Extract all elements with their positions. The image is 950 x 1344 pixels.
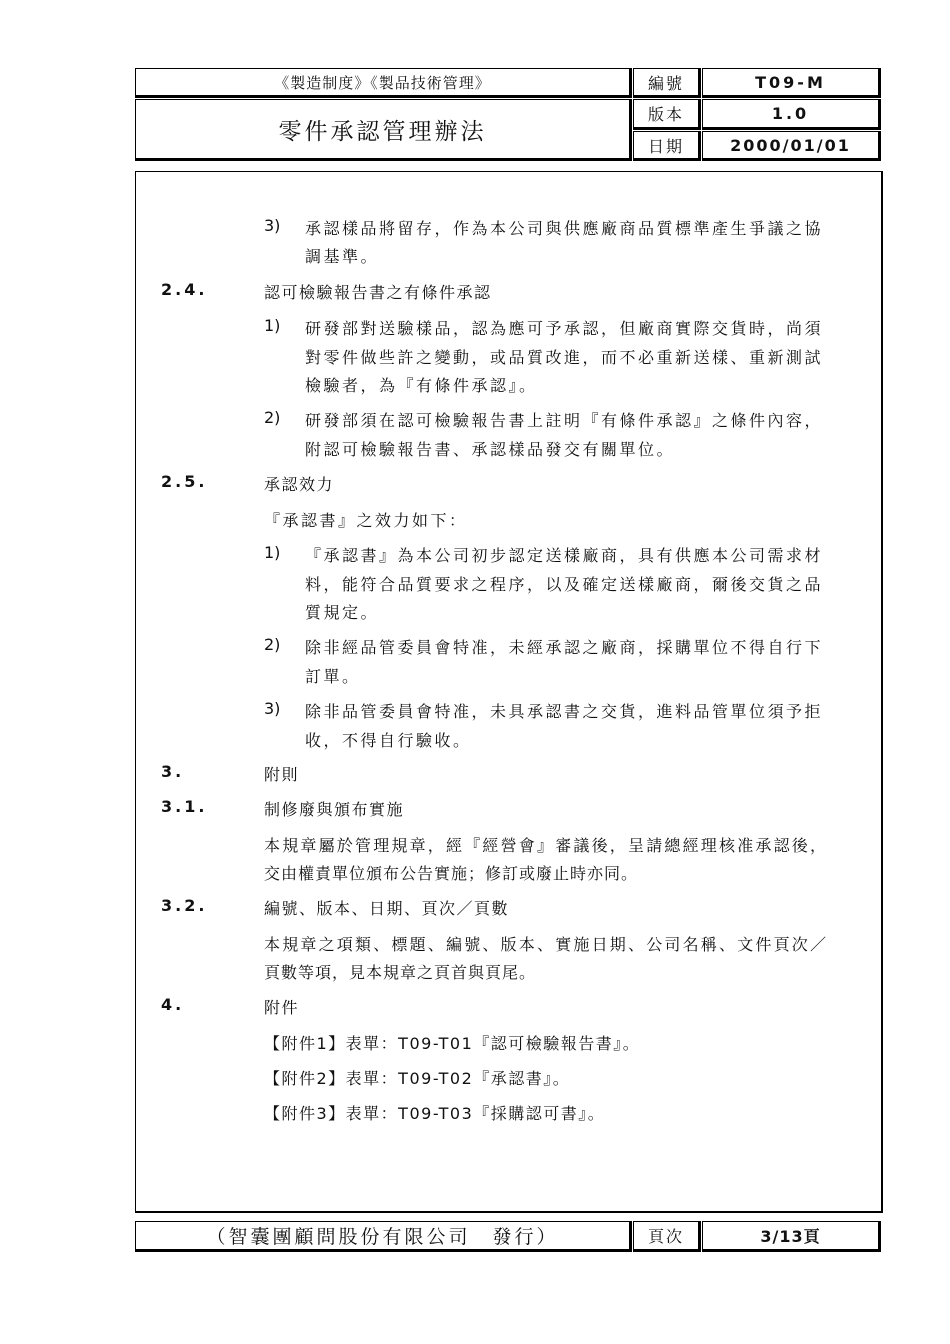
section-number: 3. [161,762,185,781]
section-number: 2.4. [161,280,208,299]
page-label: 頁次 [633,1221,701,1252]
code-label: 編號 [633,68,701,98]
section-title: 制修廢與頒布實施 [264,800,405,819]
attachment-line: 【附件2】表單：T09-T02『承認書』。 [264,1069,571,1088]
document-title: 零件承認管理辦法 [135,99,632,161]
body-line: 附認可檢驗報告書、承認樣品發交有關單位。 [305,440,676,459]
item-number: 1) [264,316,281,335]
body-line: 除非品管委員會特准，未具承認書之交貨，進料品管單位須予拒 [305,702,824,721]
item-number: 1) [264,543,281,562]
section-number: 4. [161,995,185,1014]
version-value: 1.0 [702,99,881,130]
section-title: 認可檢驗報告書之有條件承認 [264,283,492,302]
section-number: 2.5. [161,472,208,491]
code-value: T09-M [702,68,881,98]
body-line: 『承認書』為本公司初步認定送樣廠商，具有供應本公司需求材 [305,546,824,565]
attachment-line: 【附件3】表單：T09-T03『採購認可書』。 [264,1104,606,1123]
section-title: 附件 [264,998,300,1017]
page-value: 3/13頁 [702,1221,881,1252]
section-intro: 『承認書』之效力如下： [264,511,468,530]
body-line: 對零件做些許之變動，或品質改進，而不必重新送樣、重新測試 [305,348,824,367]
body-line: 檢驗者，為『有條件承認』。 [305,376,538,395]
attachment-line: 【附件1】表單：T09-T01『認可檢驗報告書』。 [264,1034,641,1053]
date-value: 2000/01/01 [702,131,881,161]
body-line: 研發部對送驗樣品，認為應可予承認，但廠商實際交貨時，尚須 [305,319,824,338]
version-label: 版本 [633,99,701,130]
body-line: 除非經品管委員會特准，未經承認之廠商，採購單位不得自行下 [305,638,824,657]
section-number: 3.2. [161,896,208,915]
body-line: 料，能符合品質要求之程序，以及確定送樣廠商，爾後交貨之品 [305,575,824,594]
section-title: 附則 [264,765,300,784]
body-line: 交由權責單位頒布公告實施；修訂或廢止時亦同。 [264,864,639,883]
header-series: 《製造制度》《製品技術管理》 [135,68,632,98]
body-line: 承認樣品將留存，作為本公司與供應廠商品質標準產生爭議之協 [305,219,824,238]
body-line: 本規章之項類、標題、編號、版本、實施日期、公司名稱、文件頁次／ [264,935,829,954]
item-number: 2) [264,635,281,654]
body-line: 收，不得自行驗收。 [305,731,472,750]
body-line: 調基準。 [305,247,380,266]
section-title: 承認效力 [264,475,335,494]
body-line: 頁數等項，見本規章之頁首與頁尾。 [264,963,537,982]
item-number: 3) [264,216,281,235]
date-label: 日期 [633,131,701,161]
body-line: 訂單。 [305,667,361,686]
section-title: 編號、版本、日期、頁次／頁數 [264,899,510,918]
item-number: 3) [264,699,281,718]
body-line: 研發部須在認可檢驗報告書上註明『有條件承認』之條件內容， [305,411,824,430]
publisher: （智囊團顧問股份有限公司 發行） [135,1221,632,1252]
item-number: 2) [264,408,281,427]
body-line: 本規章屬於管理規章，經『經營會』審議後，呈請總經理核准承認後， [264,836,829,855]
body-line: 質規定。 [305,603,380,622]
section-number: 3.1. [161,797,208,816]
